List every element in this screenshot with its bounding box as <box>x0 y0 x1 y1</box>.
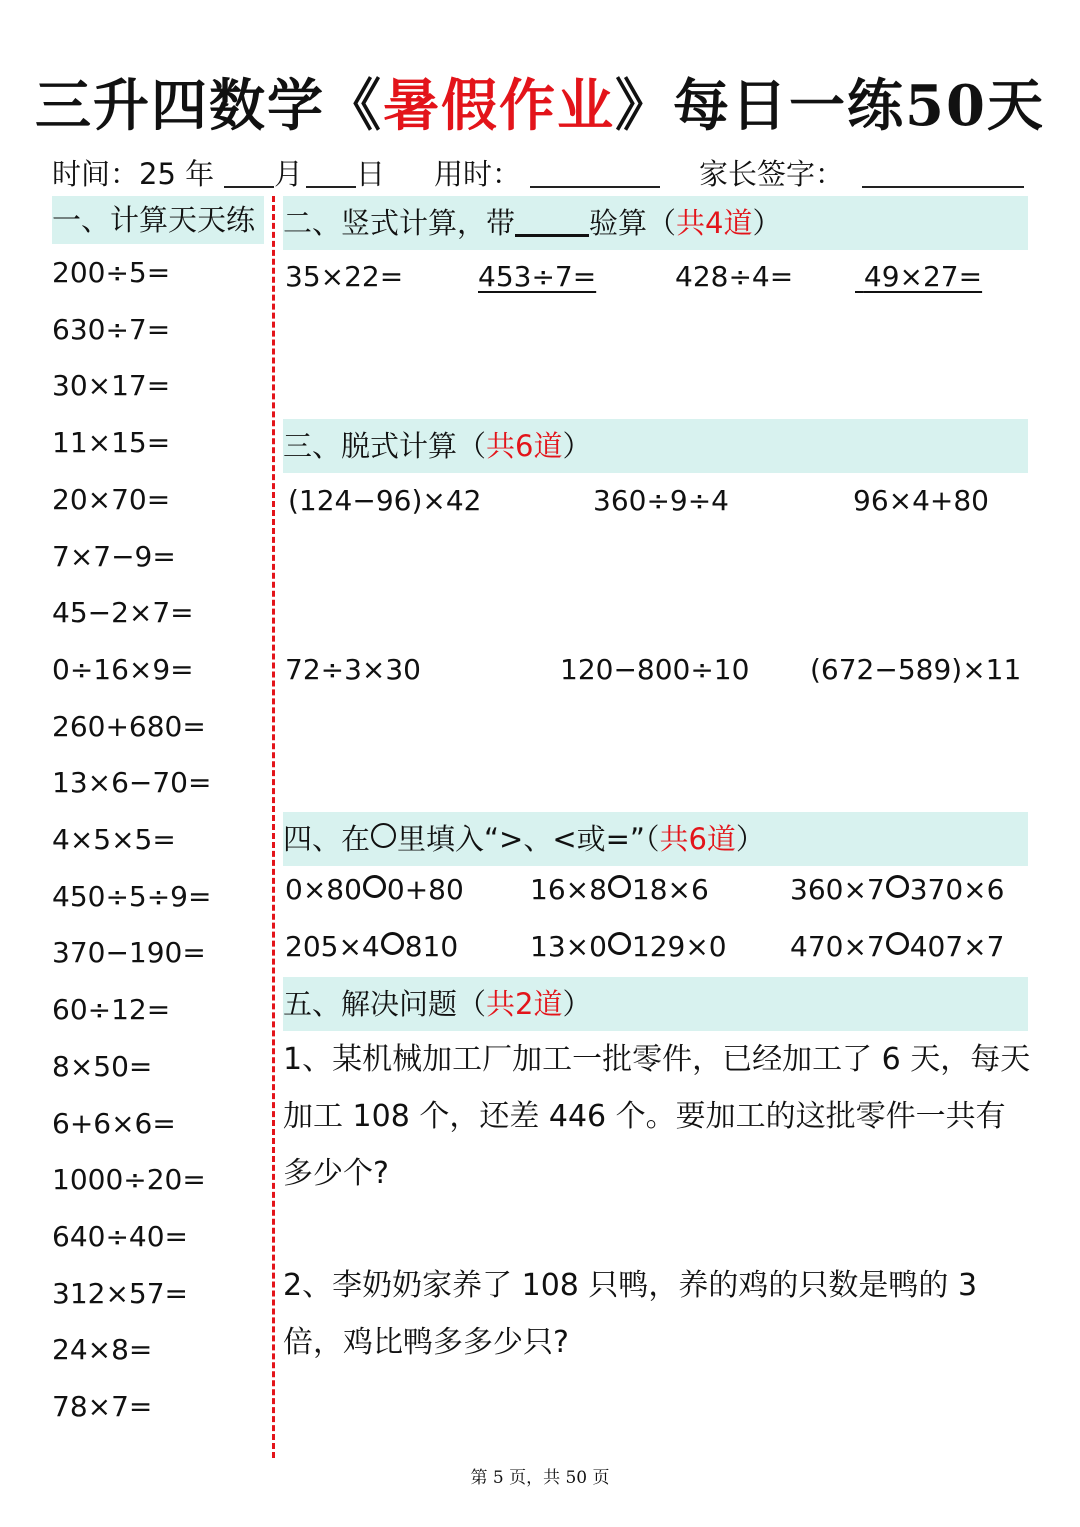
section5-header-text: 五、解决问题（ <box>283 987 487 1021</box>
compare-problem <box>530 930 727 963</box>
section2-header-close: ） <box>752 206 782 240</box>
compare-left: 470×7 <box>790 930 885 963</box>
section3-header <box>283 419 1028 473</box>
title-part2: 》每日一练50天 <box>615 73 1045 139</box>
answer-circle[interactable] <box>381 932 404 955</box>
compare-right: 129×0 <box>631 930 727 963</box>
answer-circle[interactable] <box>608 875 631 898</box>
month-blank[interactable] <box>224 186 274 188</box>
oral-calc-item: 370−190= <box>52 936 206 970</box>
answer-circle[interactable] <box>886 932 909 955</box>
oral-calc-item: 24×8= <box>52 1333 153 1367</box>
section2-header-blank <box>515 204 589 237</box>
section2-header-text: 二、竖式计算，带 <box>283 206 516 240</box>
compare-left: 13×0 <box>530 930 607 963</box>
day-label: 日 <box>356 157 386 191</box>
section3-count: 共6道 <box>486 429 563 463</box>
compare-left: 16×8 <box>530 873 607 906</box>
duration-label: 用时： <box>434 157 522 191</box>
section4-header-text: 四、在 <box>283 822 371 856</box>
section3-header-close: ） <box>562 429 592 463</box>
title-highlight: 暑假作业 <box>383 73 616 139</box>
section4-header-text-b: 里填入“>、<或=”（ <box>397 822 660 856</box>
section4-count: 共6道 <box>659 822 736 856</box>
vertical-problem <box>855 260 982 293</box>
section2-header <box>283 196 1028 250</box>
oral-calc-item: 60÷12= <box>52 993 171 1027</box>
oral-calc-item: 78×7= <box>52 1390 153 1423</box>
section4-header-close: ） <box>735 822 765 856</box>
compare-right: 370×6 <box>909 873 1005 906</box>
compare-left: 0×80 <box>285 873 362 906</box>
oral-calc-item: 11×15= <box>52 426 171 460</box>
stepwise-problem: 120−800÷10 <box>560 653 750 686</box>
time-label: 时间：25 年 <box>52 157 215 191</box>
section5-header <box>283 977 1028 1031</box>
day-blank[interactable] <box>306 186 356 188</box>
stepwise-problem: 360÷9÷4 <box>593 484 729 517</box>
word-problem-2: 2、李奶奶家养了 108 只鸭，养的鸡的只数是鸭的 3 倍，鸡比鸭多多少只? <box>283 1268 978 1360</box>
stepwise-problem: 96×4+80 <box>853 484 989 517</box>
oral-calc-item: 20×70= <box>52 482 171 516</box>
page-title <box>0 62 1080 142</box>
compare-problem <box>790 930 1004 963</box>
vertical-problem: 35×22= <box>285 260 404 293</box>
oral-calc-item: 640÷40= <box>52 1219 188 1253</box>
vertical-problem-text: 49×27= <box>863 260 983 293</box>
oral-calc-item: 260+680= <box>52 709 206 743</box>
stepwise-problem: 72÷3×30 <box>285 653 421 686</box>
meta-line <box>52 152 1032 192</box>
compare-right: 0+80 <box>386 873 464 906</box>
vertical-problem: 453÷7= <box>478 260 597 293</box>
answer-circle[interactable] <box>608 932 631 955</box>
compare-right: 407×7 <box>909 930 1005 963</box>
oral-calc-item: 4×5×5= <box>52 823 176 856</box>
stepwise-problem: (672−589)×11 <box>810 653 1022 686</box>
oral-calc-item: 7×7−9= <box>52 539 176 573</box>
column-divider <box>272 196 275 1458</box>
oral-calc-item: 6+6×6= <box>52 1106 176 1140</box>
oral-calc-item: 8×50= <box>52 1049 153 1083</box>
title-part1: 三升四数学《 <box>35 73 384 139</box>
compare-problem <box>790 873 1004 906</box>
section3-header-text: 三、脱式计算（ <box>283 429 487 463</box>
oral-calc-item: 450÷5÷9= <box>52 879 212 913</box>
circle-icon <box>371 823 396 848</box>
compare-left: 360×7 <box>790 873 885 906</box>
oral-calc-item: 312×57= <box>52 1276 188 1310</box>
compare-left: 205×4 <box>285 930 380 963</box>
word-problem-1: 1、某机械加工厂加工一批零件，已经加工了 6 天，每天加工 108 个，还差 446 个。要加工的这批零件一共有多少个? <box>283 1042 1031 1191</box>
section4-header <box>283 812 1028 866</box>
compare-right: 18×6 <box>631 873 709 906</box>
section2-header-text-b: 验算（ <box>589 206 677 240</box>
oral-calc-item: 13×6−70= <box>52 766 212 800</box>
month-label: 月 <box>274 157 304 191</box>
duration-blank[interactable] <box>530 186 660 188</box>
compare-problem <box>285 873 464 906</box>
oral-calc-item: 1000÷20= <box>52 1163 206 1197</box>
oral-calc-item: 30×17= <box>52 369 171 403</box>
section2-count: 共4道 <box>676 206 753 240</box>
oral-calc-item: 630÷7= <box>52 312 171 346</box>
answer-circle[interactable] <box>886 875 909 898</box>
oral-calc-item: 200÷5= <box>52 256 171 289</box>
compare-problem <box>530 873 709 906</box>
oral-calc-item: 45−2×7= <box>52 596 194 630</box>
page-footer: 第 5 页，共 50 页 <box>470 1468 610 1488</box>
section1-header: 一、计算天天练 <box>52 196 264 244</box>
section5-count: 共2道 <box>486 987 563 1021</box>
stepwise-problem: (124−96)×42 <box>288 484 482 517</box>
vertical-problem: 428÷4= <box>675 260 794 293</box>
answer-circle[interactable] <box>363 875 386 898</box>
compare-right: 810 <box>404 930 459 963</box>
compare-problem <box>285 930 458 963</box>
sign-blank[interactable] <box>862 186 1024 188</box>
oral-calc-item: 0÷16×9= <box>52 652 194 686</box>
sign-label: 家长签字： <box>699 157 845 191</box>
section5-header-close: ） <box>562 987 592 1021</box>
